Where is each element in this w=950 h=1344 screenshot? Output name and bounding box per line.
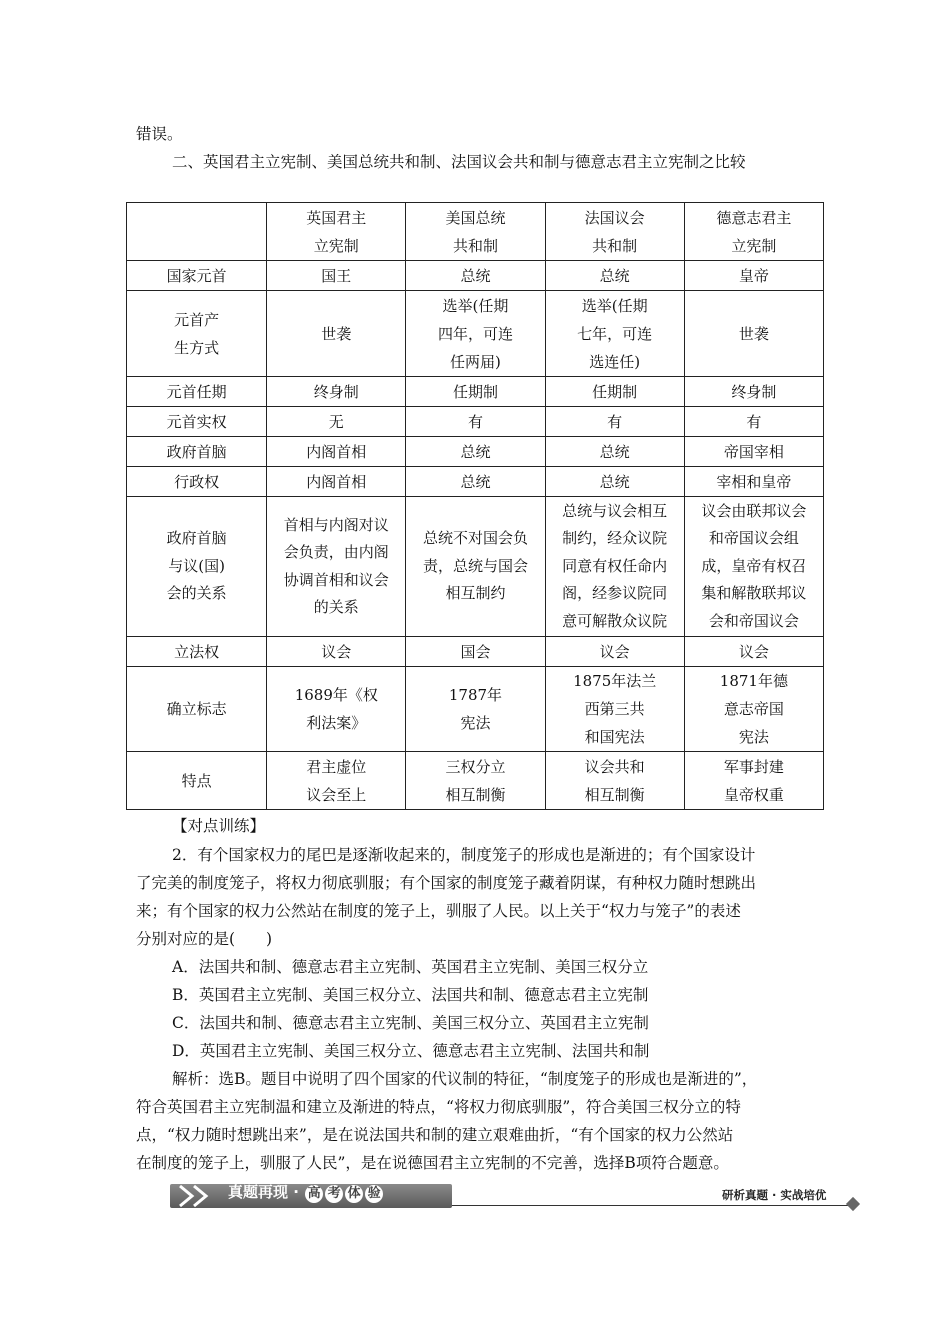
cell-text: 和国宪法 bbox=[584, 728, 645, 746]
table-cell bbox=[684, 261, 823, 291]
table-header-cell bbox=[406, 203, 545, 261]
table-cell bbox=[406, 667, 545, 752]
cell-text: 特点 bbox=[181, 771, 212, 790]
table-header-row bbox=[127, 203, 824, 261]
question-line: 2．有个国家权力的尾巴是逐渐收起来的，制度笼子的形成也是渐进的；有个国家设计 bbox=[172, 846, 756, 864]
table-cell bbox=[684, 667, 823, 752]
banner-title bbox=[228, 1182, 384, 1203]
table-cell bbox=[267, 377, 406, 407]
cell-text: 英国君主 bbox=[306, 208, 367, 227]
table-cell bbox=[684, 637, 823, 667]
banner-char: 验 bbox=[365, 1185, 383, 1203]
cell-text: 议会由联邦议会 bbox=[701, 501, 807, 520]
cell-text: 任期制 bbox=[592, 382, 638, 401]
cell-text: 1875年法兰 bbox=[573, 672, 657, 690]
table-cell bbox=[684, 467, 823, 497]
table-row bbox=[127, 497, 824, 637]
table-row bbox=[127, 291, 824, 377]
table-cell bbox=[406, 437, 545, 467]
cell-text: 共和制 bbox=[592, 236, 638, 255]
table-row bbox=[127, 667, 824, 752]
table-row bbox=[127, 377, 824, 407]
table-row bbox=[127, 467, 824, 497]
table-cell bbox=[406, 637, 545, 667]
table-cell bbox=[267, 261, 406, 291]
table-header-cell bbox=[684, 203, 823, 261]
cell-text: 阁，经参议院同 bbox=[562, 584, 668, 603]
cell-text: 立宪制 bbox=[731, 236, 777, 255]
cell-text: 会和帝国议会 bbox=[708, 611, 799, 630]
cell-text: 任两届) bbox=[450, 352, 501, 371]
cell-text: 世袭 bbox=[738, 324, 769, 343]
cell-text: 1689年《权 bbox=[294, 686, 378, 704]
analysis-line: 符合英国君主立宪制温和建立及渐进的特点，“将权力彻底驯服”，符合美国三权分立的特 bbox=[136, 1098, 741, 1116]
cell-text: 确立标志 bbox=[166, 700, 227, 718]
analysis-line: 点，“权力随时想跳出来”，是在说法国共和制的建立艰难曲折，“有个国家的权力公然站 bbox=[136, 1126, 734, 1144]
cell-text: 与议(国) bbox=[168, 556, 225, 575]
cell-text: 选举(任期 bbox=[581, 296, 648, 315]
table-row-label bbox=[127, 497, 267, 637]
table-cell bbox=[684, 497, 823, 637]
cell-text: 总统 bbox=[460, 442, 491, 461]
table-cell bbox=[545, 291, 684, 377]
cell-text: 生方式 bbox=[174, 338, 220, 357]
table-cell bbox=[406, 407, 545, 437]
option-b: B．英国君主立宪制、美国三权分立、法国共和制、德意志君主立宪制 bbox=[172, 986, 649, 1004]
table-header-cell bbox=[127, 203, 267, 261]
table-cell bbox=[684, 407, 823, 437]
cell-text: 四年，可连 bbox=[437, 324, 513, 343]
cell-text: 宪法 bbox=[738, 728, 769, 746]
cell-text: 选举(任期 bbox=[442, 296, 509, 315]
cell-text: 国王 bbox=[321, 266, 352, 285]
cell-text: 协调首相和议会 bbox=[283, 570, 389, 589]
section-heading: 二、英国君主立宪制、美国总统共和制、法国议会共和制与德意志君主立宪制之比较 bbox=[172, 153, 746, 171]
cell-text: 皇帝权重 bbox=[723, 785, 784, 804]
cell-text: 有 bbox=[607, 412, 623, 431]
table-cell bbox=[267, 667, 406, 752]
cell-text: 帝国宰相 bbox=[723, 442, 784, 461]
table-row bbox=[127, 407, 824, 437]
cell-text: 1787年 bbox=[448, 686, 503, 704]
cell-text: 和帝国议会组 bbox=[708, 529, 799, 548]
cell-text: 会负责，由内阁 bbox=[283, 543, 389, 561]
cell-text: 内阁首相 bbox=[306, 442, 367, 461]
table-cell bbox=[406, 497, 545, 637]
option-d: D．英国君主立宪制、美国三权分立、德意志君主立宪制、法国共和制 bbox=[172, 1042, 650, 1060]
cell-text: 的关系 bbox=[313, 598, 359, 616]
table-row-label bbox=[127, 261, 267, 291]
table-row-label bbox=[127, 437, 267, 467]
cell-text: 总统与议会相互 bbox=[562, 501, 668, 520]
table-cell bbox=[545, 637, 684, 667]
cell-text: 君主虚位 bbox=[306, 757, 367, 776]
cell-text: 军事封建 bbox=[723, 757, 784, 776]
table-cell bbox=[406, 467, 545, 497]
table-cell bbox=[684, 291, 823, 377]
table-cell bbox=[406, 291, 545, 377]
banner-char: 考 bbox=[325, 1185, 343, 1203]
cell-text: 责，总统与国会 bbox=[422, 556, 528, 575]
cell-text: 政府首脑 bbox=[166, 529, 227, 548]
section-banner bbox=[170, 1180, 860, 1212]
cell-text: 美国总统 bbox=[445, 208, 506, 227]
cell-text: 内阁首相 bbox=[306, 472, 367, 491]
table-cell bbox=[545, 407, 684, 437]
banner-subtitle: 研析真题 · 实战培优 bbox=[722, 1188, 827, 1202]
table-cell bbox=[267, 637, 406, 667]
cell-text: 相互制约 bbox=[445, 584, 506, 603]
table-cell bbox=[545, 261, 684, 291]
cell-text: 终身制 bbox=[313, 382, 359, 401]
banner-dot: · bbox=[293, 1183, 299, 1201]
table-row-label bbox=[127, 752, 267, 810]
table-row-label bbox=[127, 291, 267, 377]
table-row bbox=[127, 437, 824, 467]
cell-text: 相互制衡 bbox=[584, 785, 645, 804]
cell-text: 西第三共 bbox=[584, 700, 645, 718]
cell-text: 总统不对国会负 bbox=[422, 529, 528, 548]
cell-text: 国会 bbox=[460, 642, 491, 661]
table-cell bbox=[545, 467, 684, 497]
cell-text: 1871年德 bbox=[719, 672, 788, 690]
option-c: C．法国共和制、德意志君主立宪制、美国三权分立、英国君主立宪制 bbox=[172, 1014, 649, 1032]
table-cell bbox=[406, 261, 545, 291]
cell-text: 元首任期 bbox=[166, 382, 227, 401]
table-header-cell bbox=[545, 203, 684, 261]
comparison-table bbox=[126, 202, 824, 810]
cell-text: 国家元首 bbox=[166, 266, 227, 285]
cell-text: 总统 bbox=[460, 472, 491, 491]
cell-text: 终身制 bbox=[731, 382, 777, 401]
table-cell bbox=[545, 667, 684, 752]
table-row bbox=[127, 261, 824, 291]
cell-text: 议会 bbox=[599, 642, 630, 661]
table-cell bbox=[267, 497, 406, 637]
cell-text: 议会共和 bbox=[584, 757, 645, 776]
analysis-line: 解析：选B。题目中说明了四个国家的代议制的特征，“制度笼子的形成也是渐进的”， bbox=[172, 1070, 758, 1088]
cell-text: 宰相和皇帝 bbox=[716, 472, 792, 491]
cell-text: 总统 bbox=[599, 472, 630, 491]
cell-text: 法国议会 bbox=[584, 208, 645, 227]
cell-text: 首相与内阁对议 bbox=[283, 515, 389, 534]
table-cell bbox=[267, 467, 406, 497]
banner-char: 体 bbox=[345, 1185, 363, 1203]
cell-text: 总统 bbox=[460, 266, 491, 285]
table-header-cell bbox=[267, 203, 406, 261]
cell-text: 总统 bbox=[599, 266, 630, 285]
banner-rule bbox=[452, 1205, 852, 1206]
cell-text: 议会 bbox=[321, 642, 352, 661]
cell-text: 政府首脑 bbox=[166, 442, 227, 461]
table-cell bbox=[267, 437, 406, 467]
training-label: 【对点训练】 bbox=[172, 817, 266, 835]
option-a: A．法国共和制、德意志君主立宪制、英国君主立宪制、美国三权分立 bbox=[172, 958, 649, 976]
cell-text: 集和解散联邦议 bbox=[701, 584, 807, 603]
text-line: 错误。 bbox=[136, 125, 183, 143]
table-cell bbox=[684, 437, 823, 467]
table-row bbox=[127, 637, 824, 667]
cell-text: 世袭 bbox=[321, 324, 352, 343]
table-row bbox=[127, 752, 824, 810]
table-cell bbox=[267, 752, 406, 810]
banner-char: 高 bbox=[305, 1185, 323, 1203]
table-row-label bbox=[127, 407, 267, 437]
cell-text: 宪法 bbox=[460, 714, 491, 732]
cell-text: 立宪制 bbox=[313, 236, 359, 255]
cell-text: 同意有权任命内 bbox=[562, 556, 668, 575]
cell-text: 利法案》 bbox=[306, 714, 367, 732]
cell-text: 相互制衡 bbox=[445, 785, 506, 804]
table-cell bbox=[267, 407, 406, 437]
cell-text: 意志帝国 bbox=[723, 700, 784, 718]
analysis-line: 在制度的笼子上，驯服了人民”，是在说德国君主立宪制的不完善，选择B项符合题意。 bbox=[136, 1154, 729, 1172]
cell-text: 议会 bbox=[738, 642, 769, 661]
table-cell bbox=[545, 497, 684, 637]
table-cell bbox=[684, 752, 823, 810]
cell-text: 有 bbox=[746, 412, 762, 431]
cell-text: 共和制 bbox=[452, 236, 498, 255]
table-cell bbox=[684, 377, 823, 407]
table-cell bbox=[545, 752, 684, 810]
cell-text: 有 bbox=[467, 412, 483, 431]
cell-text: 七年，可连 bbox=[577, 324, 653, 343]
question-line: 分别对应的是( ) bbox=[136, 930, 273, 948]
cell-text: 意可解散众议院 bbox=[562, 611, 668, 630]
table-cell bbox=[545, 377, 684, 407]
table-row-label bbox=[127, 637, 267, 667]
cell-text: 总统 bbox=[599, 442, 630, 461]
cell-text: 无 bbox=[328, 412, 344, 431]
cell-text: 议会至上 bbox=[306, 785, 367, 804]
table-cell bbox=[545, 437, 684, 467]
cell-text: 任期制 bbox=[452, 382, 498, 401]
table-row-label bbox=[127, 377, 267, 407]
cell-text: 元首产 bbox=[174, 310, 220, 329]
banner-title-text: 真题再现 bbox=[228, 1183, 289, 1201]
cell-text: 制约，经众议院 bbox=[562, 529, 668, 548]
diamond-icon bbox=[846, 1197, 860, 1211]
double-chevron-icon bbox=[176, 1184, 218, 1208]
table-row-label bbox=[127, 467, 267, 497]
table-cell bbox=[406, 377, 545, 407]
cell-text: 行政权 bbox=[174, 472, 220, 491]
table-row-label bbox=[127, 667, 267, 752]
question-line: 了完美的制度笼子，将权力彻底驯服；有个国家的制度笼子藏着阴谋，有种权力随时想跳出 bbox=[136, 874, 757, 892]
table-cell bbox=[267, 291, 406, 377]
cell-text: 三权分立 bbox=[445, 757, 506, 776]
cell-text: 成，皇帝有权召 bbox=[701, 556, 807, 575]
cell-text: 选连任) bbox=[589, 352, 641, 371]
table-cell bbox=[406, 752, 545, 810]
cell-text: 立法权 bbox=[174, 642, 220, 661]
cell-text: 皇帝 bbox=[738, 266, 769, 285]
cell-text: 元首实权 bbox=[166, 412, 227, 431]
question-line: 来；有个国家的权力公然站在制度的笼子上，驯服了人民。以上关于“权力与笼子”的表述 bbox=[136, 902, 741, 920]
cell-text: 会的关系 bbox=[166, 584, 227, 603]
cell-text: 德意志君主 bbox=[716, 208, 792, 227]
